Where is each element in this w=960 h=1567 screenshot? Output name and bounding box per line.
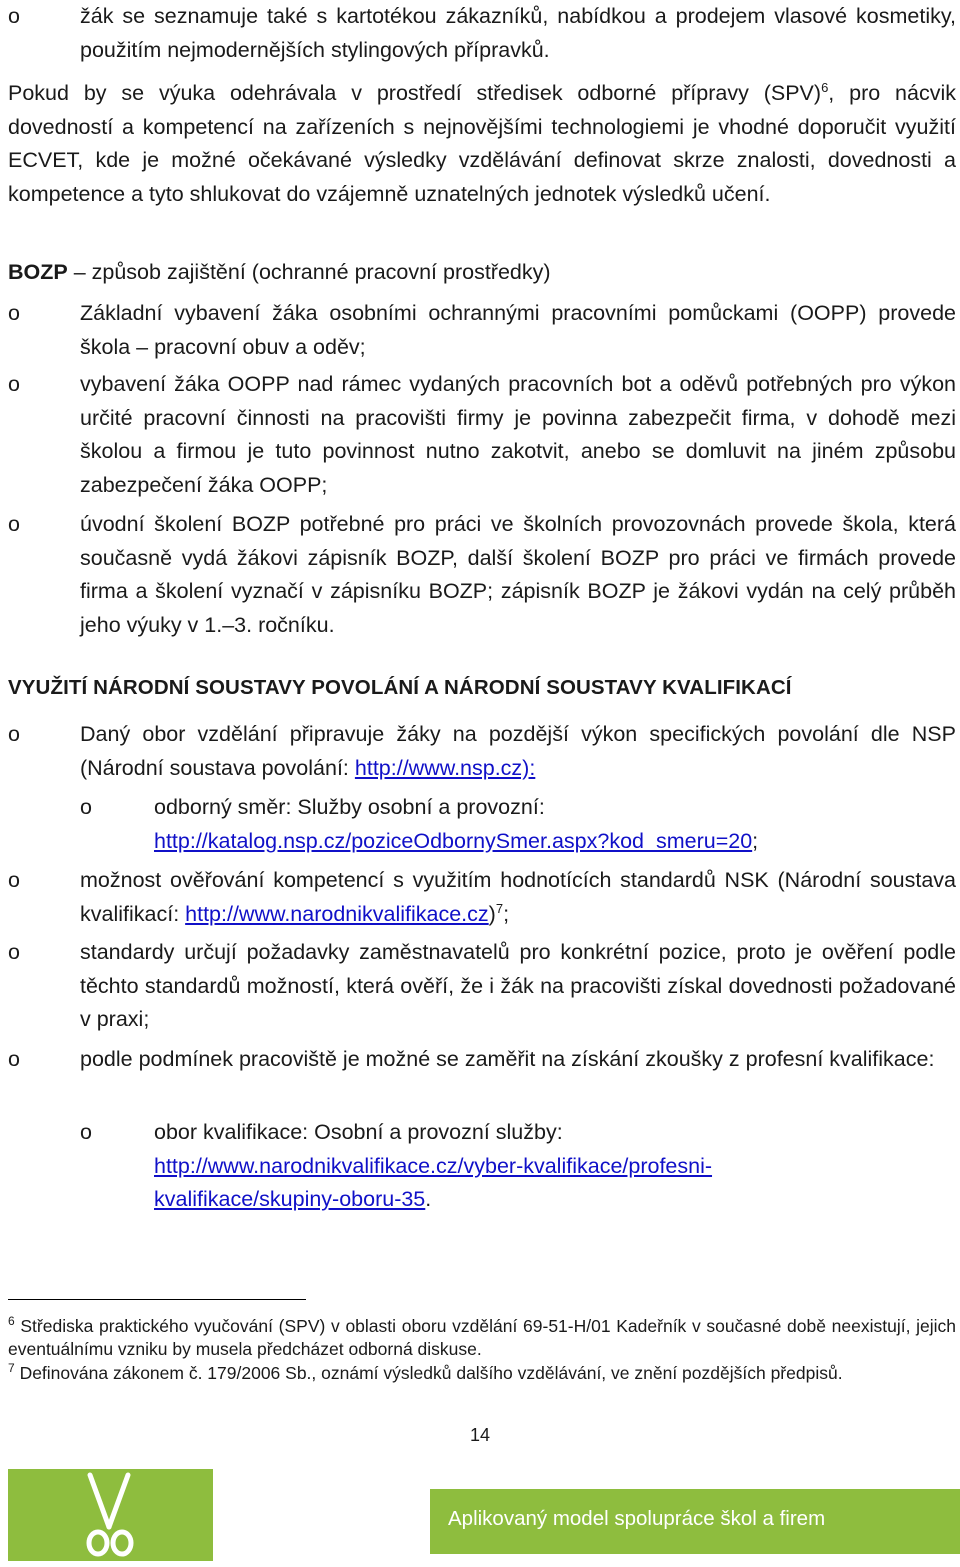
section-item-nsk xyxy=(80,864,956,931)
footnote-number-7: 7 xyxy=(8,1361,15,1376)
bozp-item-1: Základní vybavení žáka osobními ochrannými pracovními pomůckami (OOPP) provede škola – pracovní obuv a oděv; xyxy=(80,301,956,359)
paragraph-spv-text-1: Pokud by se výuka odehrávala v prostředí středisek odborné přípravy (SPV) xyxy=(8,81,822,105)
list-item-cosmetics: žák se seznamuje také s kartotékou zákazníků, nabídkou a prodejem vlasové kosmetiky, použitím nejmodernějších stylingových přípravků. xyxy=(80,4,956,62)
list-bullet: o xyxy=(8,868,20,892)
punctuation: ; xyxy=(752,828,759,853)
paragraph-spv-text-2: , pro nácvik dovedností a kompetencí na zařízeních s nejnovějšími technologiemi je vhodné doporučit využití ECVET, kde je možné očekávané výsledky vzdělávání definovat skrze znalosti, dovednosti a kompetence a tyto shlukovat do vzájemně uznatelných jednotek výsledků učení. xyxy=(8,81,957,206)
footer-banner xyxy=(430,1489,960,1554)
bozp-item-2: vybavení žáka OOPP nad rámec vydaných pracovních bot a oděvů potřebných pro výkon určité pracovní činnosti na pracovišti firmy je povinna zabezpečit firma, v dohodě mezi školou a firmou je tuto povinnost nutno zakotvit, anebo se domluvit na jiném způsobu zabezpečení žáka OOPP; xyxy=(80,372,956,497)
nsp-link[interactable]: http://www.nsp.cz): xyxy=(354,755,536,780)
footnote-7-text: Definována zákonem č. 179/2006 Sb., oznámí výsledků dalšího vzdělávání, ve znění pozdějších předpisů. xyxy=(19,1363,843,1383)
list-bullet: o xyxy=(8,4,20,28)
footer-banner-text: Aplikovaný model spolupráce škol a firem xyxy=(448,1507,826,1530)
subitem-obor-kvalifikace-text: obor kvalifikace: Osobní a provozní služby: xyxy=(154,1120,563,1144)
section-heading: VYUŽITÍ NÁRODNÍ SOUSTAVY POVOLÁNÍ A NÁRODNÍ SOUSTAVY KVALIFIKACÍ xyxy=(8,676,792,699)
list-bullet: o xyxy=(8,722,20,746)
subitem-odborny-smer xyxy=(154,791,956,858)
subitem-odborny-smer-text: odborný směr: Služby osobní a provozní: xyxy=(154,795,545,819)
punctuation: ; xyxy=(503,901,510,926)
footnote-separator xyxy=(8,1299,306,1300)
bozp-label: BOZP xyxy=(8,260,68,284)
section-item-nsp-text: Daný obor vzdělání připravuje žáky na pozdější výkon specifických povolání dle NSP (Národní soustava povolání: xyxy=(80,722,956,780)
subitem-obor-kvalifikace xyxy=(154,1116,956,1217)
scissors-icon xyxy=(8,1469,213,1561)
list-bullet: o xyxy=(8,301,20,325)
sublist-bullet: o xyxy=(80,795,92,819)
paragraph-spv xyxy=(8,77,956,211)
section-item-nsp xyxy=(80,718,956,785)
footnote-6-text: Střediska praktického vyučování (SPV) v oblasti oboru vzdělání 69-51-H/01 Kadeřník v současné době neexistují, jejich eventuálnímu vzniku by musela předcházet odborná diskuse. xyxy=(8,1316,956,1359)
katalog-link[interactable]: http://katalog.nsp.cz/poziceOdbornySmer.aspx?kod_smeru=20 xyxy=(154,828,753,853)
list-bullet: o xyxy=(8,512,20,536)
bozp-item-3: úvodní školení BOZP potřebné pro práci ve školních provozovnách provede škola, která současně vydá žákovi zápisník BOZP, další školení BOZP pro práci ve firmách provede firma a školení vyznačí v zápisníku BOZP; zápisník BOZP je žákovi vydán na celý průběh jeho výuky v 1.–3. ročníku. xyxy=(80,512,956,637)
footnote-number-6: 6 xyxy=(8,1314,15,1329)
footer-logo xyxy=(8,1469,213,1561)
footnote-ref-7[interactable]: 7 xyxy=(495,900,504,916)
list-bullet: o xyxy=(8,940,20,964)
list-bullet: o xyxy=(8,1047,20,1071)
footnote-6 xyxy=(8,1315,956,1361)
page-number: 14 xyxy=(469,1425,491,1445)
section-item-profesni: podle podmínek pracoviště je možné se zaměřit na získání zkoušky z profesní kvalifikace: xyxy=(80,1047,935,1071)
section-item-standards: standardy určují požadavky zaměstnavatelů pro konkrétní pozice, proto je ověření podle těchto standardů možností, která ověří, že i žák na pracovišti získal dovednosti požadované v praxi; xyxy=(80,940,956,1031)
list-bullet: o xyxy=(8,372,20,396)
punctuation: . xyxy=(425,1187,432,1211)
footnote-7 xyxy=(8,1362,956,1385)
sublist-bullet: o xyxy=(80,1120,92,1144)
kvalifikace-link-line-2[interactable]: kvalifikace/skupiny-oboru-35 xyxy=(154,1187,426,1211)
bozp-intro xyxy=(8,256,956,290)
section-item-nsk-text: možnost ověřování kompetencí s využitím hodnotících standardů NSK (Národní soustava kvalifikací: xyxy=(80,868,956,926)
punctuation: ) xyxy=(488,901,496,926)
kvalifikace-link-line-1[interactable]: http://www.narodnikvalifikace.cz/vyber-kvalifikace/profesni- xyxy=(154,1153,713,1178)
narodnikvalifikace-link[interactable]: http://www.narodnikvalifikace.cz xyxy=(185,901,489,926)
footnote-ref-6[interactable]: 6 xyxy=(821,79,829,95)
bozp-intro-text: – způsob zajištění (ochranné pracovní prostředky) xyxy=(67,260,551,284)
